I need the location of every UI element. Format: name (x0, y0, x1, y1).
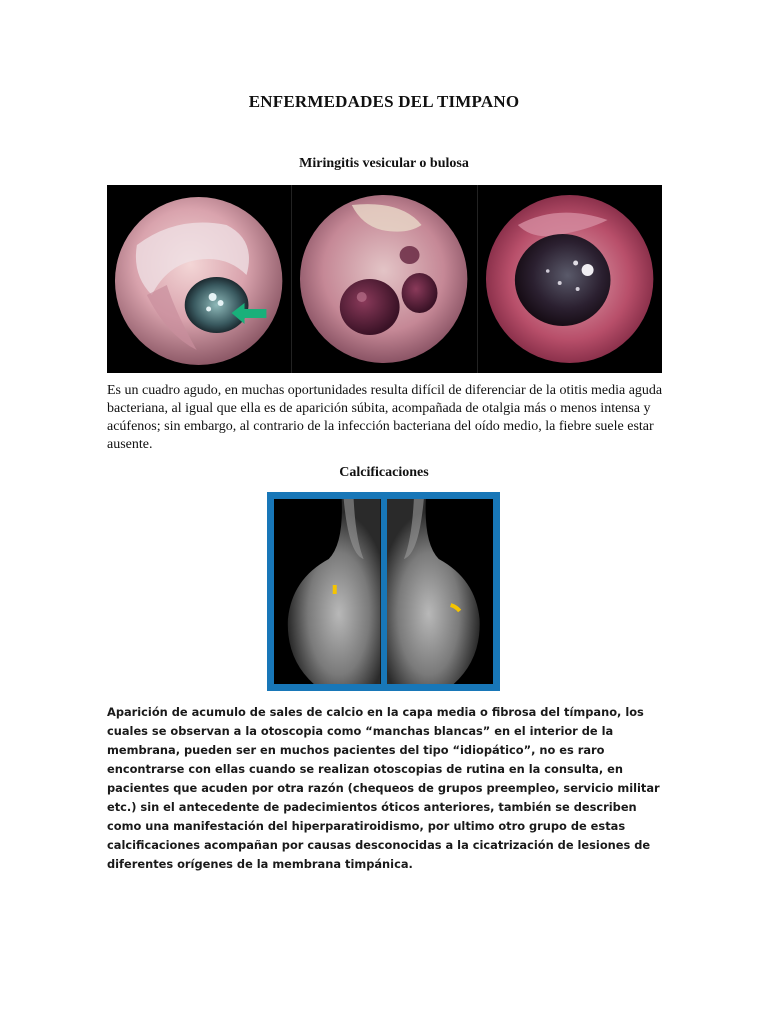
page-title: ENFERMEDADES DEL TIMPANO (248, 92, 520, 111)
calcification-marker-left (333, 585, 337, 594)
otoscopy-image-strip (107, 185, 662, 373)
otoscopy-image-2 (292, 185, 477, 373)
paragraph-miringitis: Es un cuadro agudo, en muchas oportunidades resulta difícil de diferenciar de la otitis media aguda bacteriana, al igual que ella es de aparición súbita, acompañada de otalgia más o menos intensa y acúfenos; sin embargo, al contrario de la infección bacteriana del oído medio, la fiebre suele estar ausente. (107, 383, 663, 452)
xray-image-left (274, 499, 381, 684)
section-heading-calcificaciones: Calcificaciones (339, 465, 429, 480)
xray-image-right (387, 499, 494, 684)
section-heading-miringitis: Miringitis vesicular o bulosa (299, 156, 469, 171)
paragraph-calcificaciones: Aparición de acumulo de sales de calcio en la capa media o fibrosa del tímpano, los cuales se observan a la otoscopia como “manchas blancas” en el interior de la membrana, pueden ser en muchos pacientes del tipo “idiopático”, no es raro encontrarse con ellas cuando se realizan otoscopias de rutina en la consulta, en pacientes que acuden por otra razón (chequeos de grupos preempleo, servicio militar etc.) sin el antecedente de padecimientos óticos anteriores, también se describen como una manifestación del hiperparatiroidismo, por ultimo otro grupo de estas calcificaciones acompañan por causas desconocidas a la cicatrización de lesiones de diferentes orígenes de la membrana timpánica. (107, 705, 660, 871)
otoscopy-image-1 (107, 185, 292, 373)
xray-image-frame (267, 492, 500, 691)
otoscopy-image-3 (478, 185, 662, 373)
